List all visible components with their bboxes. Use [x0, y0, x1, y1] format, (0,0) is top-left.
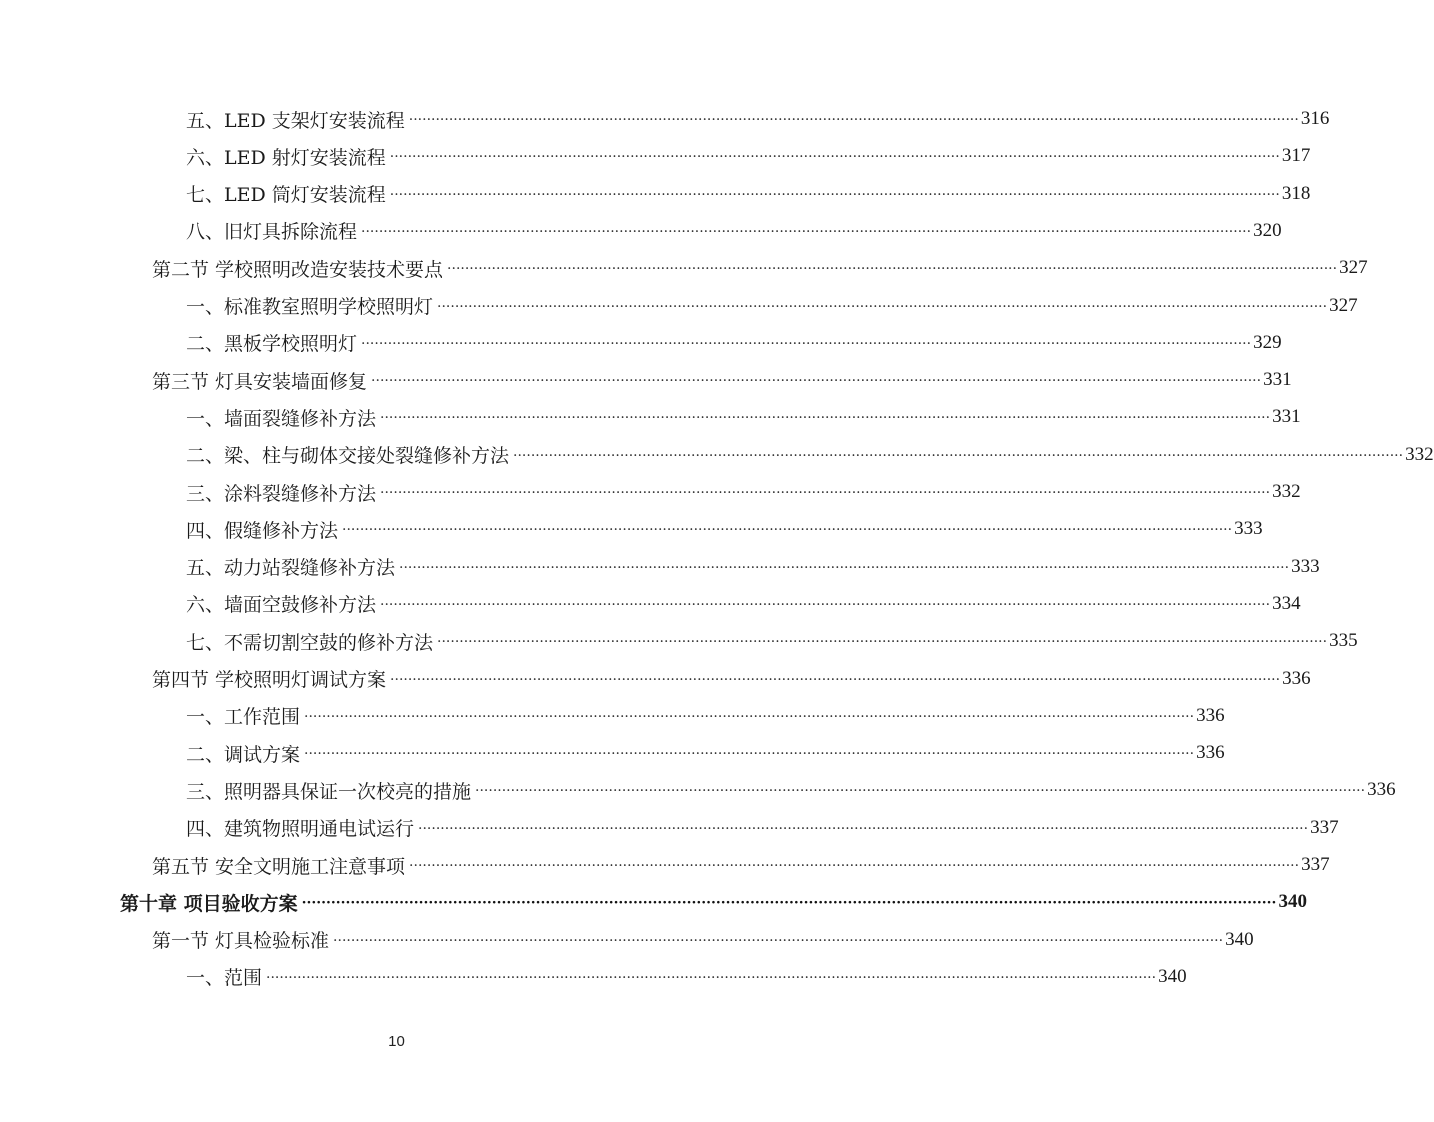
dot-leader: ········································································································································································································ — [380, 596, 1271, 613]
dot-leader: ········································································································································································································ — [437, 634, 1328, 651]
page-number: 10 — [388, 1033, 405, 1050]
toc-entry-section[interactable] — [152, 850, 1330, 880]
toc-entry-title: 六、LED 射灯安装流程 — [186, 146, 386, 169]
toc-entry-item[interactable] — [186, 962, 1187, 992]
dot-leader: ········································································································································································································ — [266, 969, 1157, 986]
toc-entry-title: 四、建筑物照明通电试运行 — [186, 818, 415, 841]
toc-entry-section[interactable] — [152, 925, 1254, 955]
toc-entry-page: 340 — [1225, 928, 1254, 950]
dot-leader: ········································································································································································································ — [447, 261, 1338, 278]
toc-entry-title: 第一节 灯具检验标准 — [152, 930, 330, 953]
dot-leader: ········································································································································································································ — [513, 447, 1404, 464]
toc-entry-title: 第五节 安全文明施工注意事项 — [152, 855, 406, 878]
toc-entry-item[interactable] — [186, 589, 1301, 619]
toc-entry-item[interactable] — [186, 626, 1358, 656]
toc-entry-page: 336 — [1367, 779, 1396, 801]
dot-leader: ········································································································································································································ — [304, 746, 1195, 763]
toc-entry-title: 三、涂料裂缝修补方法 — [186, 482, 377, 505]
toc-entry-page: 335 — [1329, 630, 1358, 652]
toc-entry-page: 317 — [1281, 145, 1311, 167]
toc-entry-page: 316 — [1300, 108, 1330, 129]
toc-entry-title: 一、范围 — [186, 967, 263, 990]
toc-entry-page: 331 — [1263, 369, 1292, 391]
dot-leader: ········································································································································································································ — [371, 373, 1262, 390]
dot-leader: ········································································································································································································ — [342, 522, 1233, 539]
toc-entry-page: 340 — [1158, 965, 1187, 987]
toc-entry-page: 332 — [1272, 481, 1301, 502]
toc-entry-title: 第二节 学校照明改造安装技术要点 — [152, 258, 444, 281]
toc-entry-page: 336 — [1196, 742, 1225, 764]
toc-entry-title: 二、调试方案 — [186, 743, 301, 766]
dot-leader: ········································································································································································································ — [301, 895, 1277, 912]
toc-entry-item[interactable] — [186, 291, 1358, 321]
toc-entry-item[interactable] — [186, 514, 1263, 544]
dot-leader: ········································································································································································································ — [409, 858, 1300, 874]
toc-entry-section[interactable] — [152, 664, 1311, 694]
dot-leader: ········································································································································································································ — [475, 783, 1366, 800]
toc-entry-item[interactable] — [186, 328, 1282, 358]
toc-entry-title: 八、旧灯具拆除流程 — [186, 221, 358, 244]
dot-leader: ········································································································································································································ — [408, 112, 1299, 128]
toc-entry-title: 一、墙面裂缝修补方法 — [186, 407, 377, 430]
toc-entry-title: 三、照明器具保证一次校亮的措施 — [186, 780, 472, 803]
toc-entry-page: 337 — [1301, 854, 1330, 875]
toc-entry-item[interactable] — [186, 179, 1311, 209]
toc-entry-page: 332 — [1405, 443, 1434, 465]
toc-entry-page: 318 — [1281, 182, 1311, 204]
dot-leader: ········································································································································································································ — [380, 485, 1271, 501]
toc-entry-page: 320 — [1253, 219, 1282, 241]
toc-entry-item[interactable] — [186, 813, 1339, 843]
toc-entry-item[interactable] — [186, 738, 1225, 768]
dot-leader: ········································································································································································································ — [389, 186, 1280, 203]
toc-entry-section[interactable] — [152, 365, 1292, 395]
toc-entry-title: 第三节 灯具安装墙面修复 — [152, 370, 368, 393]
toc-entry-item[interactable] — [186, 477, 1301, 507]
dot-leader: ········································································································································································································ — [361, 223, 1252, 240]
toc-entry-title: 六、墙面空鼓修补方法 — [186, 594, 377, 617]
dot-leader: ········································································································································································································ — [390, 671, 1281, 688]
dot-leader: ········································································································································································································ — [399, 559, 1290, 576]
toc-entry-item[interactable] — [186, 216, 1282, 246]
toc-entry-item[interactable] — [186, 775, 1396, 805]
toc-entry-page: 334 — [1272, 592, 1301, 614]
toc-entry-item[interactable] — [186, 440, 1434, 470]
toc-entry-page: 329 — [1253, 331, 1282, 353]
toc-entry-title: 五、动力站裂缝修补方法 — [186, 557, 396, 580]
toc-entry-page: 337 — [1310, 816, 1339, 838]
dot-leader: ········································································································································································································ — [437, 298, 1328, 315]
toc-entry-page: 336 — [1282, 667, 1311, 689]
toc-entry-title: 五、LED 支架灯安装流程 — [186, 109, 405, 132]
toc-entry-item[interactable] — [186, 701, 1225, 731]
toc-entry-title: 第十章 项目验收方案 — [120, 892, 298, 915]
toc-entry-item[interactable] — [186, 402, 1301, 432]
toc-entry-item[interactable] — [186, 104, 1330, 134]
toc-entry-title: 第四节 学校照明灯调试方案 — [152, 669, 387, 691]
toc-entry-title: 二、梁、柱与砌体交接处裂缝修补方法 — [186, 445, 510, 468]
toc-entry-title: 一、标准教室照明学校照明灯 — [186, 296, 434, 318]
dot-leader: ········································································································································································································ — [361, 335, 1252, 352]
toc-entry-page: 327 — [1329, 294, 1358, 316]
toc-entry-page: 331 — [1272, 406, 1301, 428]
dot-leader: ········································································································································································································ — [418, 820, 1309, 837]
toc-entry-title: 七、LED 筒灯安装流程 — [186, 184, 386, 207]
toc-entry-page: 327 — [1339, 257, 1368, 279]
dot-leader: ········································································································································································································ — [380, 410, 1271, 427]
toc-entry-section[interactable] — [152, 253, 1368, 283]
dot-leader: ········································································································································································································ — [389, 149, 1280, 166]
toc-entry-title: 四、假缝修补方法 — [186, 519, 339, 542]
toc-entry-item[interactable] — [186, 552, 1320, 582]
toc-entry-page: 336 — [1196, 704, 1225, 726]
toc-entry-chapter[interactable] — [120, 887, 1307, 917]
dot-leader: ········································································································································································································ — [333, 932, 1224, 949]
toc-entry-title: 七、不需切割空鼓的修补方法 — [186, 631, 434, 654]
toc-entry-page: 333 — [1234, 518, 1263, 540]
toc-entry-item[interactable] — [186, 141, 1311, 171]
toc-entry-title: 二、黑板学校照明灯 — [186, 333, 358, 356]
toc-entry-title: 一、工作范围 — [186, 706, 301, 729]
dot-leader: ········································································································································································································ — [304, 708, 1195, 725]
toc-entry-page: 333 — [1291, 555, 1320, 577]
toc-entry-page: 340 — [1278, 891, 1307, 913]
